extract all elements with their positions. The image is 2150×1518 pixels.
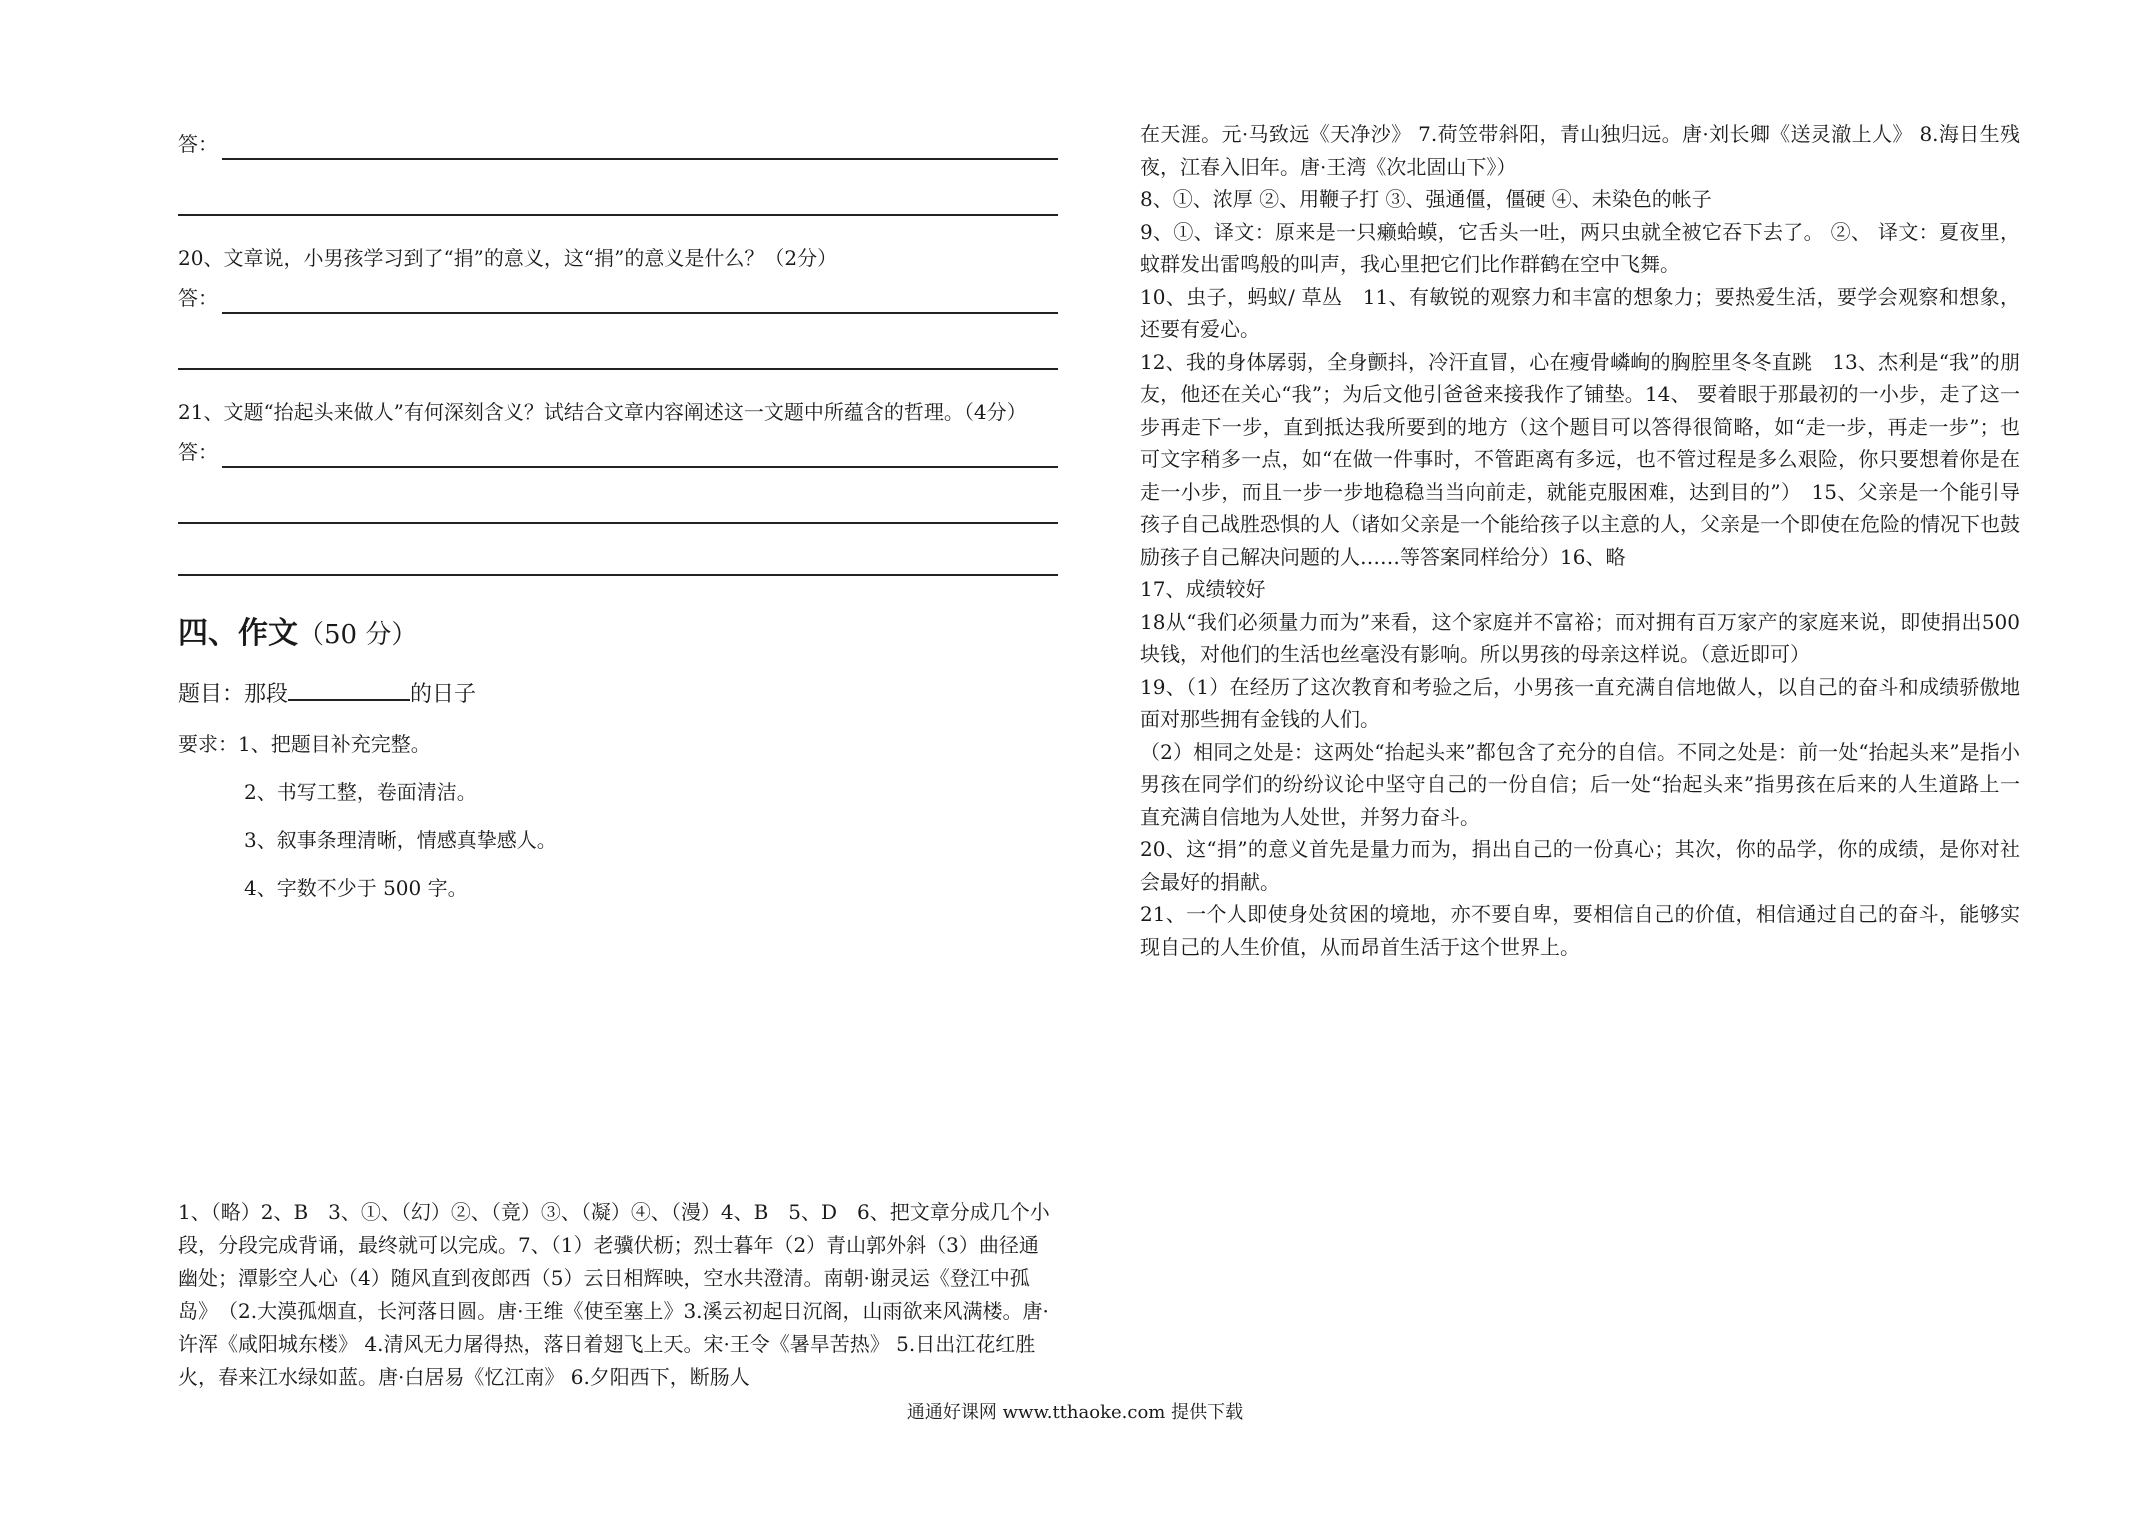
answer-key-paragraph: 10、虫子，蚂蚁/ 草丛 11、有敏锐的观察力和丰富的想象力；要热爱生活，要学会观察和想象，还要有爱心。	[1140, 284, 2020, 341]
answer-key-paragraph: 17、成绩较好	[1140, 577, 1266, 601]
answer-key-paragraph: （2）相同之处是：这两处“抬起头来”都包含了充分的自信。不同之处是：前一处“抬起头来”是指小男孩在同学们的纷纷议论中坚守自己的一份自信；后一处“抬起头来”指男孩在后来的人生道路上一直充满自信地为人处世，并努力奋斗。	[1140, 739, 2020, 829]
topic-blank[interactable]	[288, 675, 410, 701]
answer-key-paragraph: 18从“我们必须量力而为”来看，这个家庭并不富裕；而对拥有百万家产的家庭来说，即使捐出500块钱，对他们的生活也丝毫没有影响。所以男孩的母亲这样说。（意近即可）	[1140, 609, 2020, 666]
answer-key-paragraph: 21、一个人即使身处贫困的境地，亦不要自卑，要相信自己的价值，相信通过自己的奋斗，能够实现自己的人生价值，从而昂首生活于这个世界上。	[1140, 902, 2020, 959]
topic-prefix: 题目：那段	[178, 682, 289, 707]
answer-key-part-1: 1、（略）2、B 3、①、（幻）②、（竟）③、（凝）④、（漫）4、B 5、D 6、把文章分成几个小段，分段完成背诵，最终就可以完成。7、（1）老骥伏枥；烈士暮年（2）青山郭外斜（3）曲径通幽处；潭影空人心（4）随风直到夜郎西（5）云日相辉映，空水共澄清。南朝·谢灵运《登江中孤岛》 （2.大漠孤烟直，长河落日圆。唐·王维《使至塞上》3.溪云初起日沉阁，山雨欲来风满楼。唐·许浑《咸阳城东楼》 4.清风无力屠得热，落日着翅飞上天。宋·王令《暑旱苦热》 5.日出江花红胜火，春来江水绿如蓝。唐·白居易《忆江南》 6.夕阳西下，断肠人	[178, 1200, 1050, 1389]
right-column-answer-key	[1140, 118, 2020, 963]
answer-blank-line[interactable]	[178, 318, 1058, 370]
answer-underline	[222, 158, 1058, 160]
requirement-item: 1、把题目补充完整。	[238, 732, 431, 756]
footer-watermark[interactable]: 通通好课网 www.tthaoke.com 提供下载	[906, 1402, 1244, 1423]
question-21: 21、文题“抬起头来做人”有何深刻含义？试结合文章内容阐述这一文题中所蕴含的哲理。（4分）	[178, 400, 1027, 424]
requirement-3: 3、叙事条理清晰，情感真挚感人。	[244, 828, 557, 852]
section-title-text: 四、作文	[178, 616, 298, 651]
requirement-4: 4、字数不少于 500 字。	[244, 876, 468, 900]
answer-key-paragraph: 19、（1）在经历了这次教育和考验之后，小男孩一直充满自信地做人，以自己的奋斗和成绩骄傲地面对那些拥有金钱的人们。	[1140, 674, 2020, 731]
answer-label: 答：	[178, 286, 218, 310]
answer-key-paragraph: 8、①、浓厚 ②、用鞭子打 ③、强通僵，僵硬 ④、未染色的帐子	[1140, 187, 1712, 211]
topic-suffix: 的日子	[410, 682, 477, 707]
answer-key-paragraph: 20、这“捐”的意义首先是量力而为，捐出自己的一份真心；其次，你的品学，你的成绩，是你对社会最好的捐献。	[1140, 837, 2020, 894]
answer-key-paragraph: 9、①、译文：原来是一只癞蛤蟆，它舌头一吐，两只虫就全被它吞下去了。 ②、 译文：夏夜里，蚊群发出雷鸣般的叫声，我心里把它们比作群鹤在空中飞舞。	[1140, 219, 2020, 276]
section-points: （50 分）	[298, 620, 418, 650]
answer-line-20[interactable]	[178, 274, 1058, 318]
answer-label: 答：	[178, 440, 218, 464]
question-20: 20、文章说，小男孩学习到了“捐”的意义，这“捐”的意义是什么？（2分）	[178, 246, 838, 270]
answer-blank-line[interactable]	[178, 164, 1058, 216]
answer-blank-line[interactable]	[178, 472, 1058, 524]
answer-label: 答：	[178, 132, 218, 156]
requirement-1	[178, 720, 1058, 768]
answer-underline	[222, 312, 1058, 314]
answer-blank-line[interactable]	[178, 524, 1058, 576]
composition-topic	[178, 675, 1058, 712]
requirements-label: 要求：	[178, 732, 238, 756]
answer-key-paragraph: 12、我的身体孱弱，全身颤抖，冷汗直冒，心在瘦骨嶙峋的胸腔里冬冬直跳 13、杰利是“我”的朋友，他还在关心“我”；为后文他引爸爸来接我作了铺垫。14、 要着眼于那最初的一小步，走了这一步再走下一步，直到抵达我所要到的地方（这个题目可以答得很简略，如“走一步，再走一步”；也可文字稍多一点，如“在做一件事时，不管距离有多远，也不管过程是多么艰险，你只要想着你是在走一小步，而且一步一步地稳稳当当向前走，就能克服困难，达到目的”） 15、父亲是一个能引导孩子自己战胜恐惧的人（诸如父亲是一个能给孩子以主意的人，父亲是一个即使在危险的情况下也鼓励孩子自己解决问题的人……等答案同样给分）16、略	[1140, 349, 2020, 569]
answer-key-paragraph: 在天涯。元·马致远《天净沙》 7.荷笠带斜阳，青山独归远。唐·刘长卿《送灵澈上人》 8.海日生残夜，江春入旧年。唐·王湾《次北固山下》）	[1140, 122, 2020, 179]
left-column	[178, 120, 1058, 912]
answer-line-21[interactable]	[178, 428, 1058, 472]
answer-underline	[222, 466, 1058, 468]
answer-line-19[interactable]	[178, 120, 1058, 164]
section-title-composition	[178, 612, 1058, 657]
requirement-2: 2、书写工整，卷面清洁。	[244, 780, 477, 804]
